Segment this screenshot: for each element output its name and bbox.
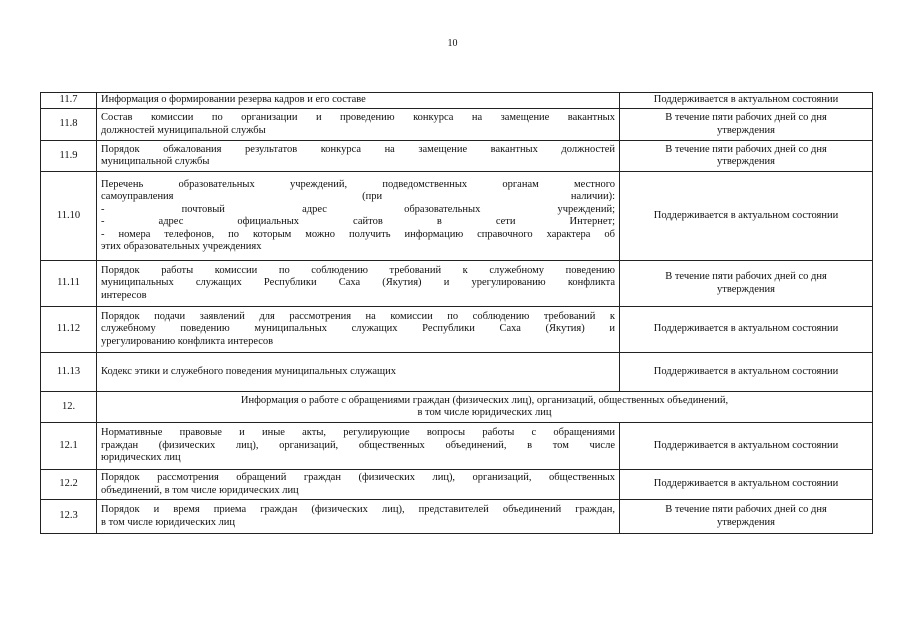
status-line: В течение пяти рабочих дней со дня	[665, 143, 827, 155]
description-line: Перечень образовательных учреждений, подведомственных органам местного	[101, 178, 615, 190]
description-line: - почтовый адрес образовательных учреждений;	[101, 203, 615, 215]
table-row	[41, 172, 873, 261]
description-line: - номера телефонов, по которым можно получить информацию справочного характера об	[101, 228, 615, 240]
description-line: Порядок и время приема граждан (физических лиц), представителей объединений граждан,	[101, 504, 615, 515]
item-status	[620, 353, 873, 392]
section-number: 12.	[41, 392, 97, 423]
page-number: 10	[447, 38, 458, 49]
table-row	[41, 93, 873, 109]
status-line: Поддерживается в актуальном состоянии	[653, 478, 839, 490]
status-line: утверждения	[717, 156, 775, 167]
status-line: В течение пяти рабочих дней со дня	[665, 504, 827, 515]
section-header-row	[41, 392, 873, 423]
item-description	[97, 109, 620, 141]
description-line: Информация о формировании резерва кадров и его составе	[101, 94, 366, 106]
status-line: Поддерживается в актуальном состоянии	[653, 94, 839, 106]
item-number: 11.11	[41, 261, 97, 307]
description-line: объединений, в том числе юридических лиц	[101, 484, 299, 496]
item-status	[620, 172, 873, 261]
description-line: Нормативные правовые и иные акты, регулирующие вопросы работы с обращениями	[101, 427, 615, 439]
table-row	[41, 353, 873, 392]
description-line: самоуправления (при наличии):	[101, 191, 615, 202]
description-line: этих образовательных учреждениях	[101, 241, 262, 252]
table-row	[41, 109, 873, 141]
section-title-line: в том числе юридических лиц	[417, 407, 552, 418]
item-status	[620, 109, 873, 141]
table-row	[41, 141, 873, 172]
item-number: 12.1	[41, 423, 97, 470]
table-row	[41, 307, 873, 353]
status-line: Поддерживается в актуальном состоянии	[653, 439, 839, 451]
description-line: должностей муниципальной службы	[101, 124, 266, 136]
table-row	[41, 500, 873, 534]
item-number: 11.9	[41, 141, 97, 172]
item-status	[620, 93, 873, 109]
item-description	[97, 470, 620, 500]
section-title-line: Информация о работе с обращениями граждан (физических лиц), организаций, общественных объединений,	[240, 394, 729, 406]
description-line: Порядок подачи заявлений для рассмотрения на комиссии по соблюдению требований к	[101, 310, 615, 322]
item-status	[620, 141, 873, 172]
table-row	[41, 470, 873, 500]
description-line: Порядок работы комиссии по соблюдению требований к служебному поведению	[101, 264, 615, 276]
status-line: утверждения	[717, 283, 775, 295]
item-number: 11.7	[41, 93, 97, 109]
description-line: - адрес официальных сайтов в сети Интернет;	[101, 216, 615, 227]
status-line: Поддерживается в актуальном состоянии	[653, 209, 839, 221]
item-description	[97, 307, 620, 353]
item-description	[97, 93, 620, 109]
status-line: В течение пяти рабочих дней со дня	[665, 112, 827, 123]
section-title	[97, 392, 873, 423]
item-number: 11.10	[41, 172, 97, 261]
item-description	[97, 261, 620, 307]
item-number: 12.2	[41, 470, 97, 500]
item-number: 12.3	[41, 500, 97, 534]
item-status	[620, 500, 873, 534]
item-status	[620, 261, 873, 307]
item-number: 11.12	[41, 307, 97, 353]
description-line: Порядок рассмотрения обращений граждан (физических лиц), организаций, общественных	[101, 472, 615, 483]
description-line: Порядок обжалования результатов конкурса на замещение вакантных должностей	[101, 143, 615, 155]
item-status	[620, 470, 873, 500]
table-row	[41, 423, 873, 470]
info-table	[40, 92, 873, 534]
description-line: в том числе юридических лиц	[101, 516, 236, 528]
item-status	[620, 423, 873, 470]
status-line: утверждения	[717, 516, 775, 528]
item-description	[97, 172, 620, 261]
description-line: Кодекс этики и служебного поведения муниципальных служащих	[101, 365, 396, 377]
item-number: 11.8	[41, 109, 97, 141]
description-line: урегулированию конфликта интересов	[101, 335, 274, 347]
description-line: муниципальной службы	[101, 156, 210, 167]
description-line: Состав комиссии по организации и проведению конкурса на замещение вакантных	[101, 112, 615, 123]
table-row	[41, 261, 873, 307]
item-description	[97, 423, 620, 470]
description-line: муниципальных служащих Республики Саха (Якутия) и урегулированию конфликта	[101, 277, 615, 289]
status-line: В течение пяти рабочих дней со дня	[665, 271, 827, 282]
status-line: утверждения	[717, 124, 775, 136]
description-line: граждан (физических лиц), организаций, общественных объединений, в том числе	[101, 439, 615, 451]
description-line: интересов	[101, 289, 147, 301]
item-description	[97, 500, 620, 534]
description-line: служебному поведению муниципальных служащих Республики Саха (Якутия) и	[101, 323, 615, 335]
status-line: Поддерживается в актуальном состоянии	[653, 365, 839, 377]
status-line: Поддерживается в актуальном состоянии	[653, 323, 839, 335]
item-description	[97, 353, 620, 392]
description-line: юридических лиц	[101, 452, 181, 464]
item-description	[97, 141, 620, 172]
item-number: 11.13	[41, 353, 97, 392]
item-status	[620, 307, 873, 353]
